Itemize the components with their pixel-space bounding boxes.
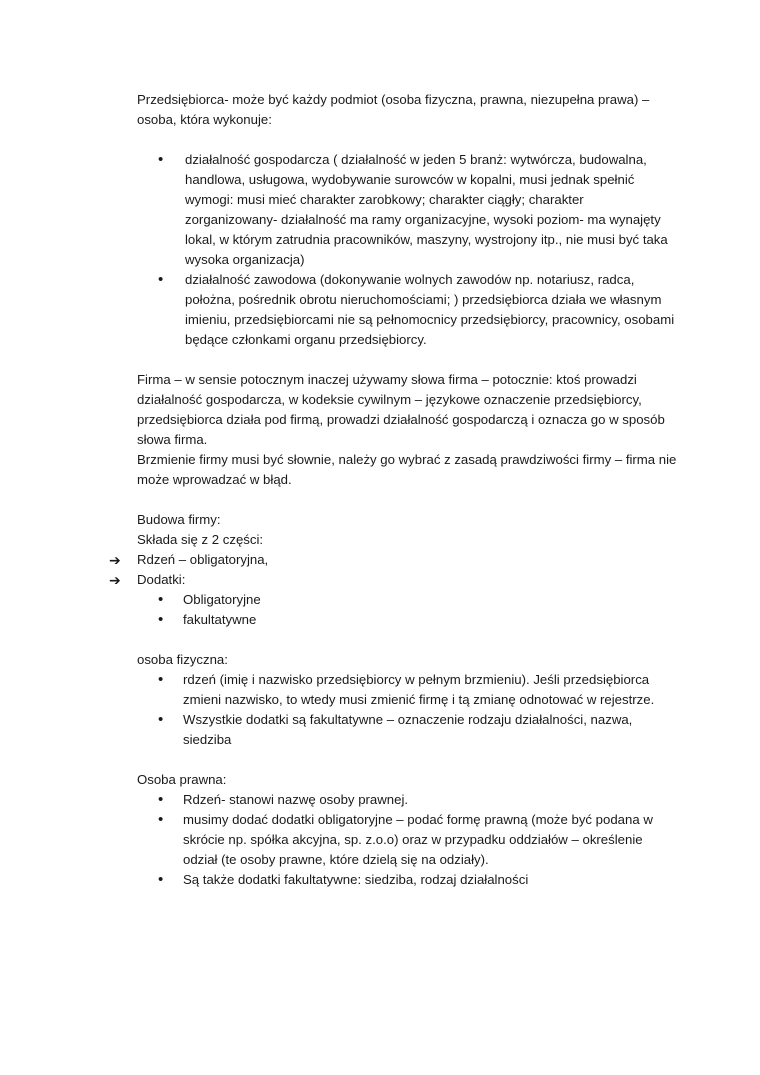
intro-paragraph: Przedsiębiorca- może być każdy podmiot (osoba fizyczna, prawna, niezupełna prawa) – osoba, która wykonuje: [137, 92, 650, 127]
list-item: • rdzeń (imię i nazwisko przedsiębiorcy w pełnym brzmieniu). Jeśli przedsiębiorca zmieni nazwisko, to wtedy musi zmienić firmę i tą zmianę odnotować w rejestrze. [137, 670, 677, 710]
list-item: • fakultatywne [137, 610, 677, 630]
firma-paragraph: Firma – w sensie potocznym inaczej używamy słowa firma – potocznie: ktoś prowadzi działalność gospodarcza, w kodeksie cywilnym – językowe oznaczenie przedsiębiorcy, przedsiębiorca działa pod firmą, prowadzi działalność gospodarczą i oznacza go w sposób słowa firma. [137, 372, 665, 447]
arrow-right-icon: ➔ [109, 572, 121, 588]
section-przedsiebiorca [137, 90, 677, 350]
list-item: • działalność gospodarcza ( działalność w jeden 5 branż: wytwórcza, budowalna, handlowa, usługowa, wydobywanie surowców w kopalni, musi jednak spełnić wymogi: musi mieć charakter zarobkowy; charakter ciągły; charakter zorganizowany- działalność ma ramy organizacyjne, wysoki poziom- ma wynajęty lokal, w którym zatrudnia pracowników, maszyny, wystrojony itp., nie musi być taka wysoka organizacja) [137, 150, 677, 270]
intro-list [137, 150, 677, 350]
document-body [109, 90, 677, 890]
list-item: • Są także dodatki fakultatywne: siedziba, rodzaj działalności [137, 870, 677, 890]
list-item: • działalność zawodowa (dokonywanie wolnych zawodów np. notariusz, radca, położna, pośrednik obrotu nieruchomościami; ) przedsiębiorca działa we własnym imieniu, przedsiębiorcami nie są pełnomocnicy przedsiębiorcy, pracownicy, osobami będące członkami organu przedsiębiorcy. [137, 270, 677, 350]
section-osoba-prawna [137, 770, 677, 890]
list-item: • Rdzeń- stanowi nazwę osoby prawnej. [137, 790, 677, 810]
section-osoba-fizyczna [137, 650, 677, 750]
dodatki-list [137, 590, 677, 630]
list-item: • Obligatoryjne [137, 590, 677, 610]
osoba-prawna-list [137, 790, 677, 890]
budowa-title: Budowa firmy: [137, 512, 221, 527]
osoba-fizyczna-list [137, 670, 677, 750]
arrow-item [109, 570, 677, 590]
arrow-right-icon: ➔ [109, 552, 121, 568]
brzmienie-paragraph: Brzmienie firmy musi być słownie, należy go wybrać z zasadą prawdziwości firmy – firma nie może wprowadzać w błąd. [137, 452, 677, 487]
arrow-item-text: Rdzeń – obligatoryjna, [137, 552, 269, 567]
osoba-fizyczna-title: osoba fizyczna: [137, 652, 228, 667]
section-firma [137, 370, 677, 490]
budowa-subtitle: Składa się z 2 części: [137, 532, 264, 547]
arrow-item-text: Dodatki: [137, 572, 186, 587]
arrow-item [109, 550, 677, 570]
osoba-prawna-title: Osoba prawna: [137, 772, 227, 787]
list-item: • musimy dodać dodatki obligatoryjne – podać formę prawną (może być podana w skrócie np. spółka akcyjna, sp. z.o.o) oraz w przypadku oddziałów – określenie odział (te osoby prawne, które dzielą się na odziały). [137, 810, 677, 870]
section-budowa-firmy [109, 510, 677, 630]
budowa-arrow-list [109, 550, 677, 590]
list-item: • Wszystkie dodatki są fakultatywne – oznaczenie rodzaju działalności, nazwa, siedziba [137, 710, 677, 750]
